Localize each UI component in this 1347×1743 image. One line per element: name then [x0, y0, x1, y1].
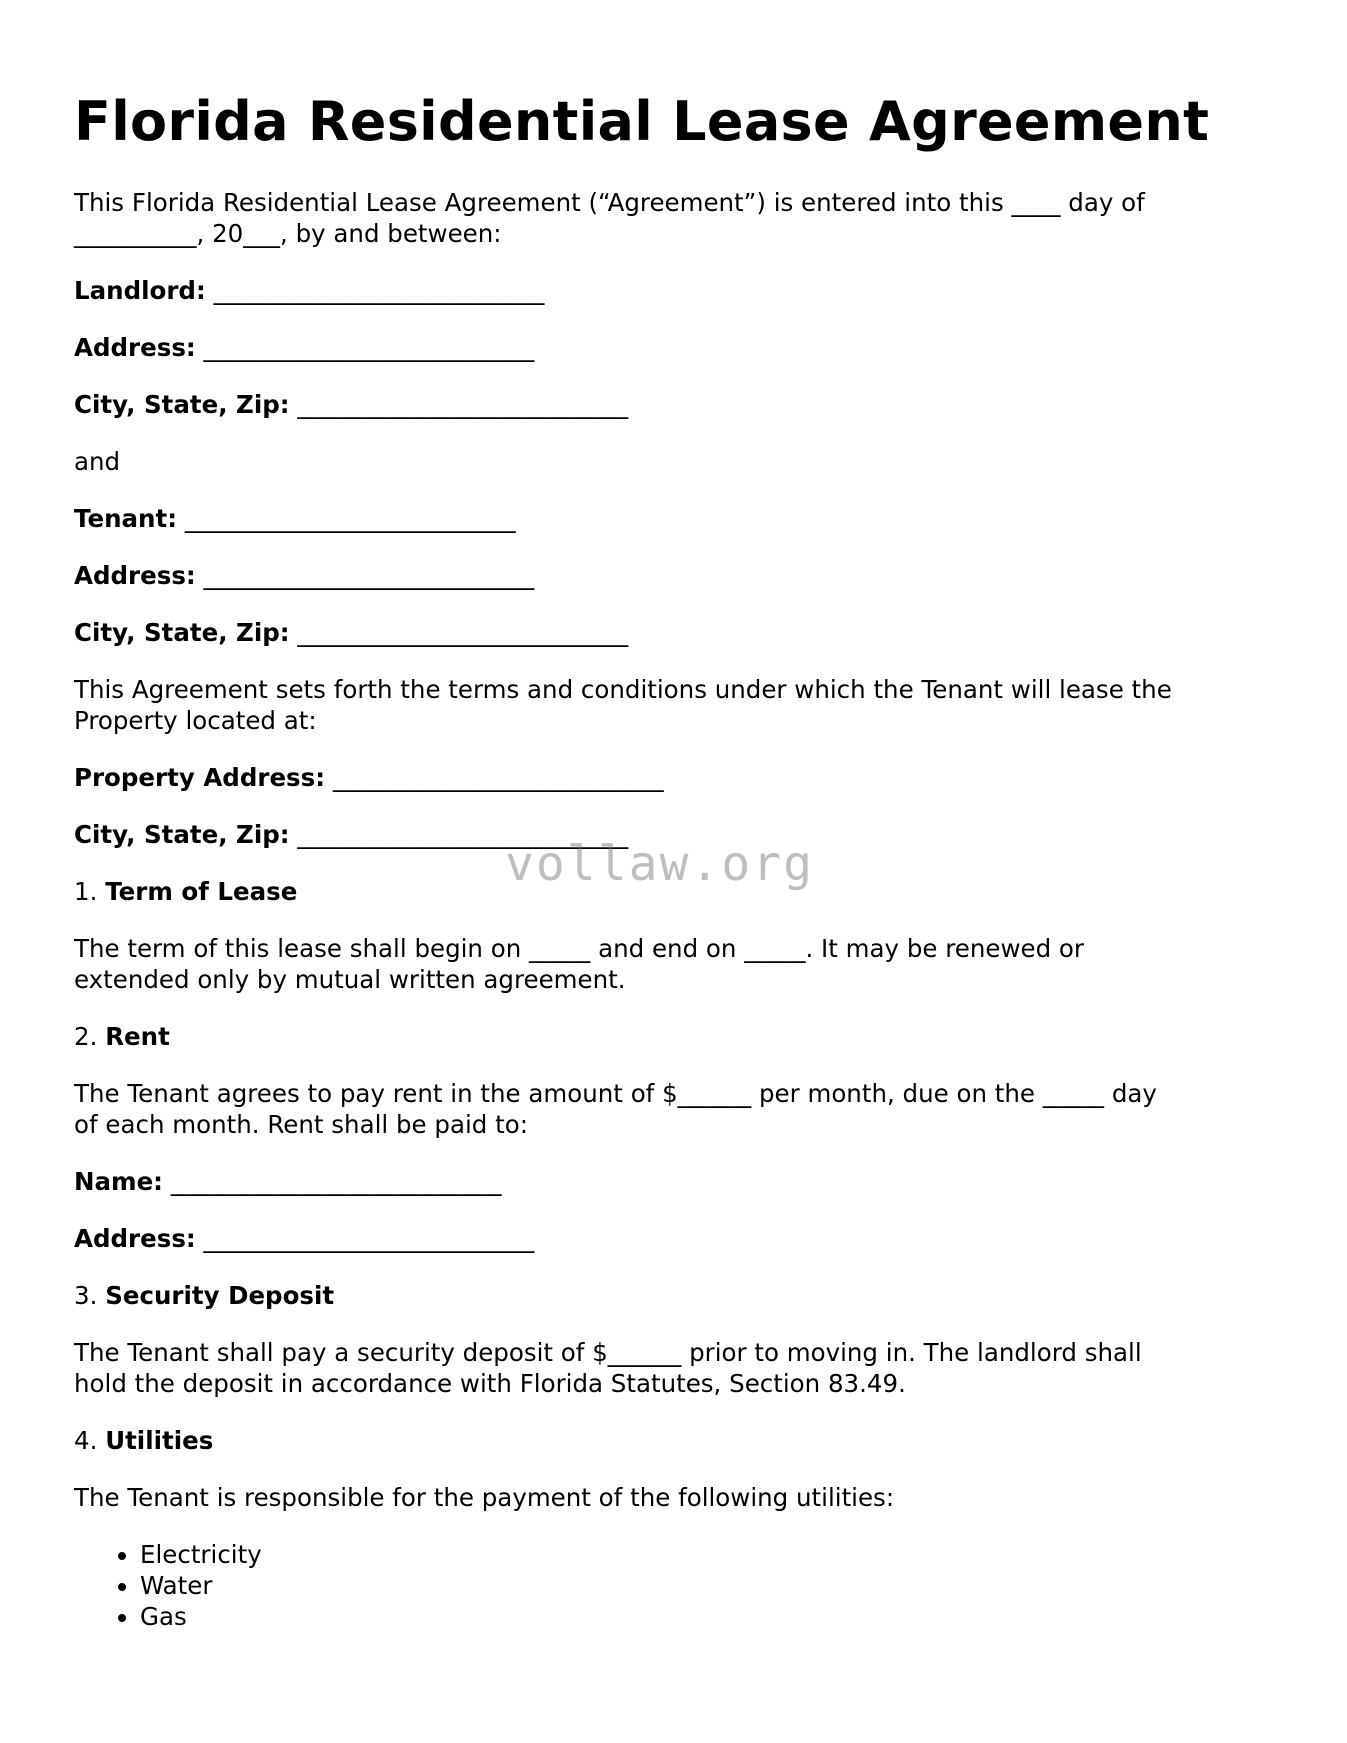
tenant-city-label: City, State, Zip:: [74, 617, 290, 647]
rent-payee-address-label: Address:: [74, 1223, 196, 1253]
and-text: and: [74, 446, 121, 476]
section-title: Rent: [105, 1021, 170, 1051]
rent-payee-address-blank: ___________________________: [203, 1223, 535, 1253]
document-title: Florida Residential Lease Agreement: [74, 90, 1210, 153]
rent-paragraph: [74, 1078, 1274, 1140]
intro-paragraph: [74, 187, 1274, 249]
section-number: 1.: [74, 876, 98, 906]
list-item: • Water: [140, 1570, 1274, 1601]
landlord-name-label: Landlord:: [74, 275, 206, 305]
section-number: 4.: [74, 1425, 98, 1455]
landlord-city-field: [74, 389, 1274, 420]
landlord-address-blank: ___________________________: [203, 332, 535, 362]
tenant-address-label: Address:: [74, 560, 196, 590]
rent-line-1: The Tenant agrees to pay rent in the amount of $______ per month, due on the _____ day: [74, 1078, 1157, 1108]
rent-payee-name-field: [74, 1166, 1274, 1197]
landlord-city-blank: ___________________________: [297, 389, 629, 419]
deposit-paragraph: [74, 1337, 1274, 1399]
rent-payee-address-field: [74, 1223, 1274, 1254]
rent-payee-name-blank: ___________________________: [170, 1166, 502, 1196]
property-address-field: [74, 762, 1274, 793]
rent-line-2: of each month. Rent shall be paid to:: [74, 1109, 528, 1139]
term-paragraph: [74, 933, 1274, 995]
utilities-paragraph: The Tenant is responsible for the payment of the following utilities:: [74, 1482, 895, 1512]
tenant-name-blank: ___________________________: [184, 503, 516, 533]
property-city-label: City, State, Zip:: [74, 819, 290, 849]
tenant-address-blank: ___________________________: [203, 560, 535, 590]
intro-line-1: This Florida Residential Lease Agreement (“Agreement”) is entered into this ____ day of: [74, 187, 1145, 217]
rent-payee-name-label: Name:: [74, 1166, 163, 1196]
section-title: Term of Lease: [105, 876, 298, 906]
list-item: • Electricity: [140, 1539, 1274, 1570]
section-number: 2.: [74, 1021, 98, 1051]
tenant-name-label: Tenant:: [74, 503, 178, 533]
landlord-name-blank: ___________________________: [213, 275, 545, 305]
landlord-city-label: City, State, Zip:: [74, 389, 290, 419]
property-city-blank: ___________________________: [297, 819, 629, 849]
utilities-list: [74, 1539, 1274, 1632]
term-line-2: extended only by mutual written agreement.: [74, 964, 626, 994]
deposit-line-1: The Tenant shall pay a security deposit of $______ prior to moving in. The landlord shall: [74, 1337, 1142, 1367]
tenant-city-field: [74, 617, 1274, 648]
section-heading-deposit: [74, 1280, 1274, 1311]
landlord-address-field: [74, 332, 1274, 363]
agreement-paragraph: [74, 674, 1274, 736]
landlord-address-label: Address:: [74, 332, 196, 362]
section-heading-utilities: [74, 1425, 1274, 1456]
section-number: 3.: [74, 1280, 98, 1310]
property-city-field: [74, 819, 1274, 850]
agreement-line-1: This Agreement sets forth the terms and conditions under which the Tenant will lease the: [74, 674, 1172, 704]
term-line-1: The term of this lease shall begin on _____ and end on _____. It may be renewed or: [74, 933, 1084, 963]
section-title: Utilities: [105, 1425, 214, 1455]
section-heading-rent: [74, 1021, 1274, 1052]
document-page: [74, 90, 1274, 1632]
tenant-city-blank: ___________________________: [297, 617, 629, 647]
intro-line-2: __________, 20___, by and between:: [74, 218, 502, 248]
list-item: • Gas: [140, 1601, 1274, 1632]
landlord-name-field: [74, 275, 1274, 306]
tenant-name-field: [74, 503, 1274, 534]
tenant-address-field: [74, 560, 1274, 591]
section-title: Security Deposit: [105, 1280, 335, 1310]
section-heading-term: [74, 876, 1274, 907]
agreement-line-2: Property located at:: [74, 705, 317, 735]
property-address-label: Property Address:: [74, 762, 326, 792]
deposit-line-2: hold the deposit in accordance with Florida Statutes, Section 83.49.: [74, 1368, 906, 1398]
property-address-blank: ___________________________: [332, 762, 664, 792]
watermark-text: vollaw.org: [505, 836, 814, 892]
